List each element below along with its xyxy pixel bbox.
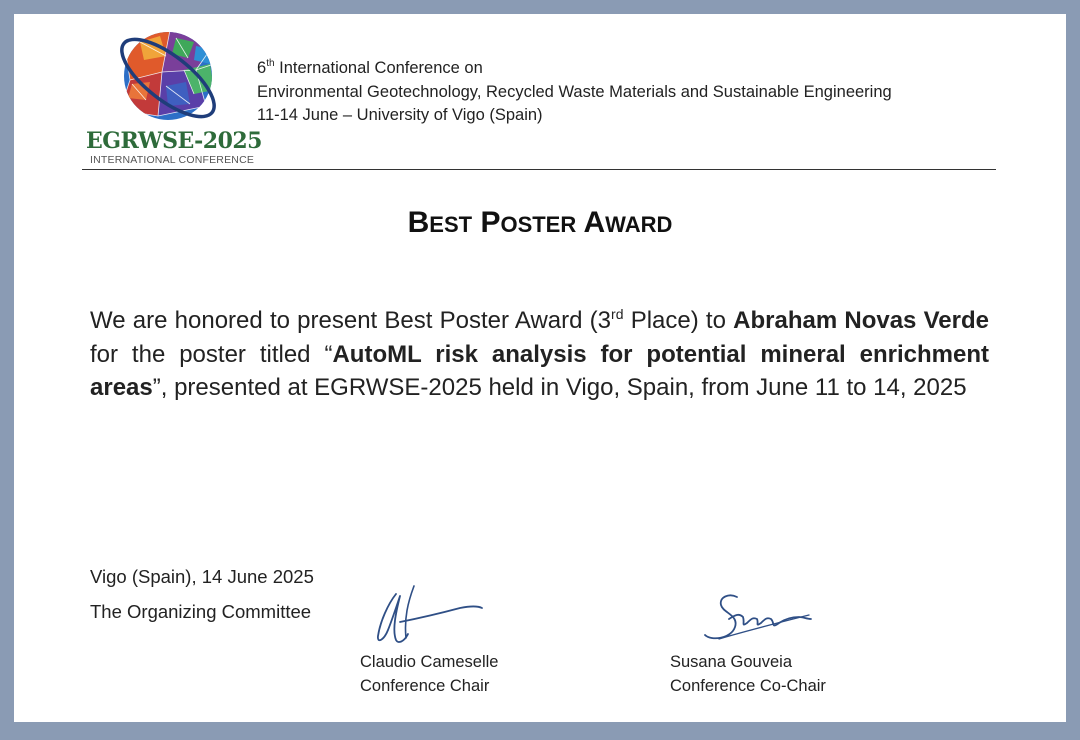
certificate-page	[14, 14, 1066, 722]
conference-logo	[84, 20, 262, 175]
title-rest-est: EST	[429, 212, 473, 237]
signer-role: Conference Co-Chair	[670, 677, 826, 695]
statement-intro: We are honored to present Best Poster Award (3	[90, 307, 612, 334]
globe-orbit-icon	[110, 20, 230, 132]
signature-chair	[370, 582, 500, 652]
signature-cochair	[699, 589, 819, 649]
header-divider	[82, 169, 996, 170]
signer-chair	[360, 650, 499, 698]
signer-cochair	[670, 650, 826, 698]
title-letter-b: B	[407, 206, 430, 239]
conference-header	[257, 57, 892, 128]
title-rest-ward: WARD	[605, 212, 673, 237]
conference-line-1-text: International Conference on	[279, 59, 483, 77]
signer-name: Susana Gouveia	[670, 653, 793, 671]
title-letter-p: P	[480, 206, 501, 239]
title-rest-oster: OSTER	[500, 212, 577, 237]
conference-line-1	[257, 57, 892, 81]
signer-role: Conference Chair	[360, 677, 490, 695]
award-statement	[90, 304, 989, 405]
conference-line-2: Environmental Geotechnology, Recycled Waste Materials and Sustainable Engineering	[257, 82, 892, 101]
logo-wordmark: EGRWSE-2025	[86, 128, 262, 154]
place-date: Vigo (Spain), 14 June 2025	[90, 566, 314, 587]
signer-name: Claudio Cameselle	[360, 653, 499, 671]
title-letter-a: A	[583, 206, 606, 239]
statement-poster-prefix: for the poster titled “	[90, 340, 333, 368]
poster-title: AutoML risk analysis for potential mineral enrichment areas	[90, 340, 990, 401]
award-title	[14, 206, 1066, 240]
place-suffix: rd	[611, 306, 624, 322]
organizing-committee: The Organizing Committee	[90, 601, 312, 622]
statement-closing: ”, presented at EGRWSE-2025 held in Vigo, Spain, from June 11 to 14, 2025	[152, 374, 967, 401]
conference-line-3: 11-14 June – University of Vigo (Spain)	[257, 106, 543, 124]
edition-suffix: th	[266, 58, 275, 69]
statement-place: Place) to	[623, 307, 734, 334]
edition-number: 6	[257, 59, 267, 77]
logo-subtitle: INTERNATIONAL CONFERENCE	[90, 154, 255, 166]
recipient-name: Abraham Novas Verde	[733, 307, 989, 334]
